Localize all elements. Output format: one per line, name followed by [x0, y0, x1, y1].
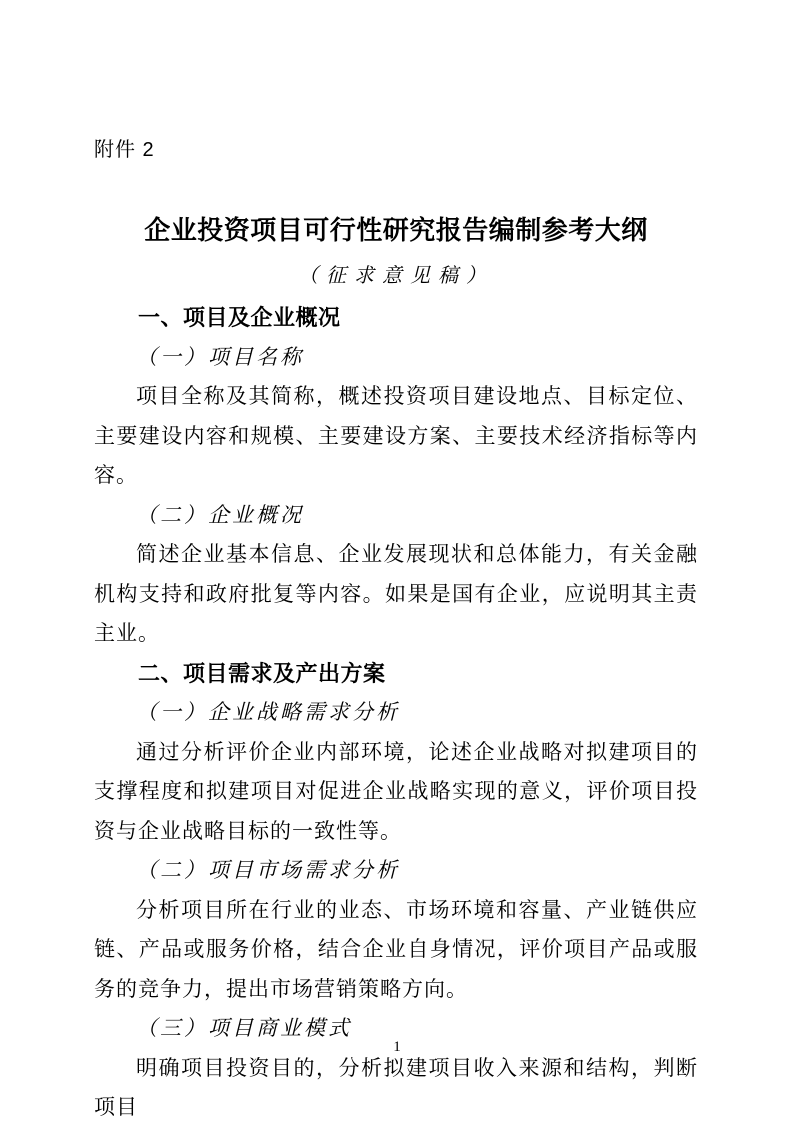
- document-body: [94, 298, 698, 1123]
- paragraph-1-2: 简述企业基本信息、企业发展现状和总体能力，有关金融机构支持和政府批复等内容。如果是国有企业，应说明其主责主业。: [94, 542, 698, 645]
- paragraph-2-3: 明确项目投资目的，分析拟建项目收入来源和结构，判断项目: [94, 1055, 698, 1119]
- page-number: 1: [393, 1039, 401, 1055]
- section-heading-1: 一、项目及企业概况: [138, 305, 341, 330]
- subsection-heading-1-2: （二）企业概况: [136, 502, 304, 527]
- paragraph-2-2: 分析项目所在行业的业态、市场环境和容量、产业链供应链、产品或服务价格，结合企业自身情况，评价项目产品或服务的竞争力，提出市场营销策略方向。: [94, 897, 698, 1001]
- section-heading-2: 二、项目需求及产出方案: [138, 660, 386, 686]
- subsection-heading-2-2: （二）项目市场需求分析: [136, 858, 400, 882]
- paragraph-1-1: 项目全称及其简称，概述投资项目建设地点、目标定位、主要建设内容和规模、主要建设方案、主要技术经济指标等内容。: [94, 384, 698, 487]
- attachment-label: 附件 2: [94, 139, 155, 161]
- paragraph-2-1: 通过分析评价企业内部环境，论述企业战略对拟建项目的支撑程度和拟建项目对促进企业战略实现的意义，评价项目投资与企业战略目标的一致性等。: [94, 739, 698, 843]
- document-title: 企业投资项目可行性研究报告编制参考大纲: [144, 216, 648, 245]
- subsection-heading-2-3: （三）项目商业模式: [136, 1016, 352, 1040]
- document-subtitle: （征求意见稿）: [298, 265, 494, 287]
- subsection-heading-1-1: （一）项目名称: [136, 344, 304, 369]
- subsection-heading-2-1: （一）企业战略需求分析: [136, 700, 400, 724]
